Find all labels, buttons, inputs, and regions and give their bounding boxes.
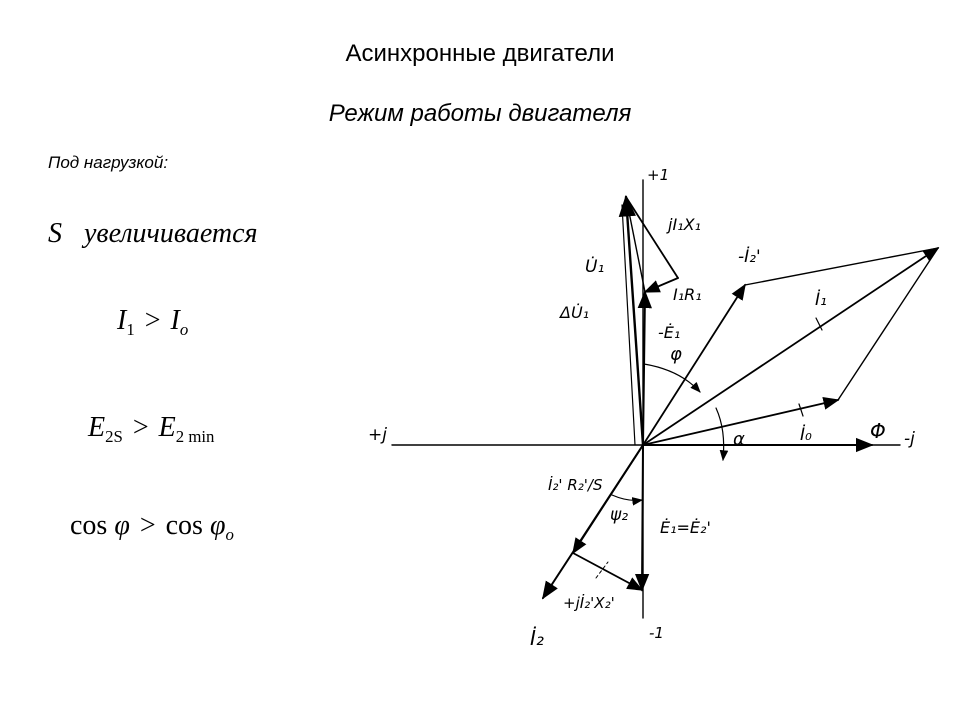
label-i0: İ₀ xyxy=(800,425,812,445)
cos-1: cos xyxy=(70,510,108,541)
label-alpha: α xyxy=(733,429,745,450)
label-e1-eq-e2prime: Ė₁=Ė₂' xyxy=(660,518,711,537)
phi-2-sub: o xyxy=(225,524,234,544)
minus-i2prime-arrow xyxy=(643,285,745,445)
e2min-symbol: E xyxy=(158,412,176,443)
label-u1: U̇₁ xyxy=(585,257,605,277)
label-i2prime-r2: İ₂' R₂'/S xyxy=(548,476,603,494)
slip-text: увеличивается xyxy=(84,218,258,249)
phi-1: φ xyxy=(114,510,130,541)
i1-arrow xyxy=(643,248,938,445)
e2s-sub: 2S xyxy=(105,426,123,446)
alpha-arc xyxy=(716,408,724,460)
slide-title: Асинхронные двигатели xyxy=(345,40,615,67)
e1-arrow xyxy=(642,445,643,590)
label-axis-plus1: +1 xyxy=(647,166,670,184)
gt-sign: > xyxy=(144,305,161,336)
label-delta-u1: ΔU̇₁ xyxy=(560,303,590,322)
i1-symbol: I xyxy=(117,305,127,336)
label-phi-angle: φ xyxy=(670,344,682,365)
label-psi2: ψ₂ xyxy=(610,505,629,525)
label-axis-plus-j: +j xyxy=(368,425,387,445)
ji2x2-arrow xyxy=(573,553,642,590)
io-symbol: I xyxy=(170,305,180,336)
e2min-sub: 2 min xyxy=(175,426,215,446)
label-flux: Φ xyxy=(870,419,886,443)
i2r2-arrow xyxy=(573,445,643,553)
label-minus-i2prime: -İ₂' xyxy=(738,247,761,267)
label-i1r1: I₁R₁ xyxy=(673,285,702,304)
label-axis-minus1: -1 xyxy=(649,624,664,642)
label-axis-minus-j: -j xyxy=(904,429,915,449)
e2s-symbol: E xyxy=(88,412,106,443)
psi2-arc xyxy=(612,495,642,500)
slide-subtitle: Режим работы двигателя xyxy=(328,100,632,127)
slip-symbol: S xyxy=(48,218,62,249)
phi-2: φ xyxy=(209,510,226,541)
cos-2: cos xyxy=(165,510,203,541)
label-ji2x2: +jİ₂'X₂' xyxy=(563,594,615,612)
i1-sub: 1 xyxy=(126,319,135,339)
io-sub: o xyxy=(179,319,189,339)
load-caption: Под нагрузкой: xyxy=(48,153,169,172)
label-ji1x1: jI₁X₁ xyxy=(668,215,701,234)
gt-sign: > xyxy=(139,510,156,541)
gt-sign: > xyxy=(132,412,149,443)
label-i2: İ₂ xyxy=(530,626,544,650)
label-minus-e1: -Ė₁ xyxy=(658,323,681,342)
label-i1: İ₁ xyxy=(815,290,827,310)
